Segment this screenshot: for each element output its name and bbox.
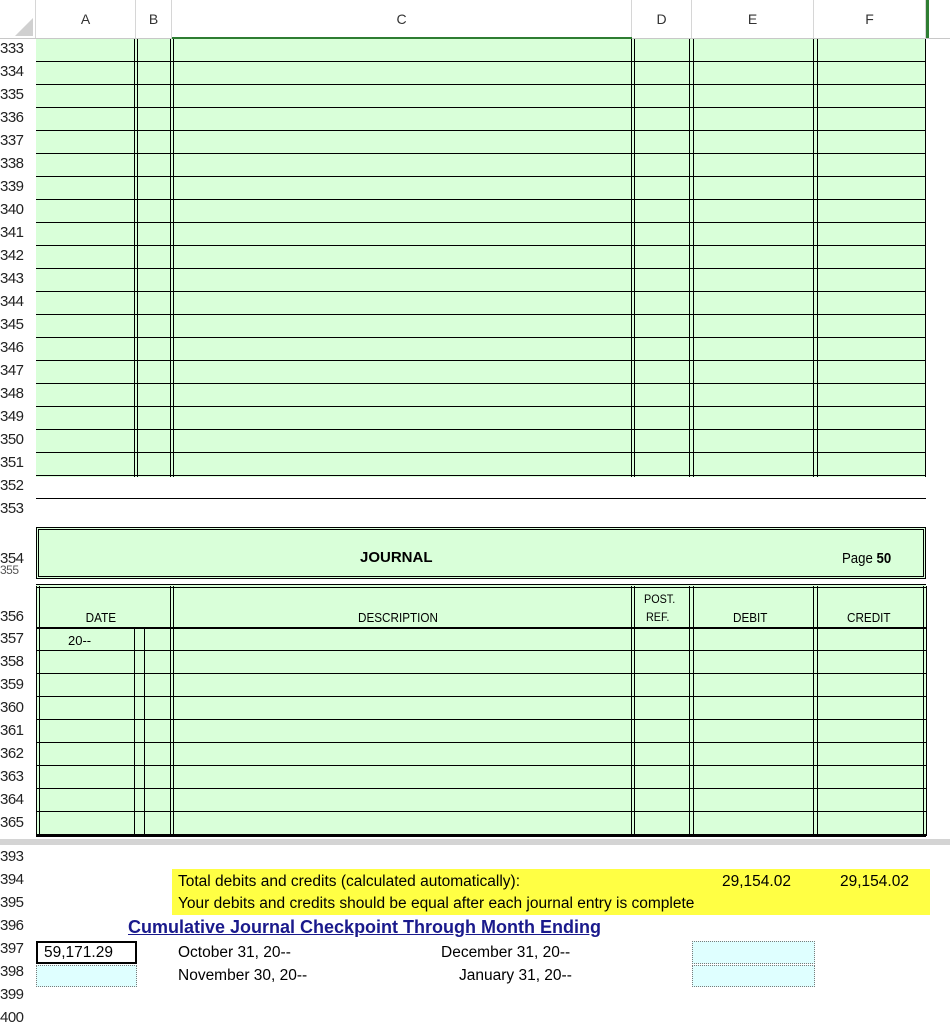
checkpoint-cell-e397[interactable]: [692, 941, 815, 964]
journal-col-line: [689, 586, 690, 836]
checkpoint-value-a: 59,171.29: [44, 944, 113, 961]
journal-col-line: [39, 586, 40, 836]
row-number-348[interactable]: 348: [0, 385, 24, 402]
column-header-f[interactable]: F: [814, 0, 926, 38]
totals-note: Your debits and credits should be equal after each journal entry is complete: [178, 895, 695, 912]
row-number-346[interactable]: 346: [0, 339, 24, 356]
journal-year-cell[interactable]: 20--: [68, 633, 92, 648]
row-number-360[interactable]: 360: [0, 699, 24, 716]
row-number-397[interactable]: 397: [0, 940, 24, 957]
row-number-365[interactable]: 365: [0, 814, 24, 831]
row-number-338[interactable]: 338: [0, 155, 24, 172]
journal-col-line: [144, 628, 145, 836]
upper-row-line: [36, 498, 926, 499]
row-number-400[interactable]: 400: [0, 1009, 24, 1026]
row-number-354[interactable]: 354: [0, 550, 24, 567]
row-number-358[interactable]: 358: [0, 653, 24, 670]
page-label-text: Page: [842, 550, 873, 567]
row-number-362[interactable]: 362: [0, 745, 24, 762]
row-number-353[interactable]: 353: [0, 500, 24, 517]
row-number-334[interactable]: 334: [0, 63, 24, 80]
row-number-398[interactable]: 398: [0, 963, 24, 980]
header-date: DATE: [85, 610, 117, 625]
row-number-355[interactable]: 355: [0, 563, 19, 577]
upper-col-line: [170, 39, 171, 477]
journal-col-line: [817, 586, 818, 836]
row-number-349[interactable]: 349: [0, 408, 24, 425]
row-number-364[interactable]: 364: [0, 791, 24, 808]
header-debit: DEBIT: [733, 610, 768, 625]
row-number-393[interactable]: 393: [0, 848, 24, 865]
upper-col-line: [631, 39, 632, 477]
row-number-363[interactable]: 363: [0, 768, 24, 785]
header-description: DESCRIPTION: [358, 610, 438, 625]
journal-top-line: [36, 584, 926, 585]
row-number-394[interactable]: 394: [0, 871, 24, 888]
row-number-351[interactable]: 351: [0, 454, 24, 471]
column-header-b[interactable]: B: [136, 0, 172, 38]
row-number-335[interactable]: 335: [0, 86, 24, 103]
upper-col-line: [634, 39, 635, 477]
journal-col-line: [634, 586, 635, 836]
checkpoint-month-dec: December 31, 20--: [441, 944, 571, 961]
row-number-357[interactable]: 357: [0, 630, 24, 647]
upper-col-line: [137, 39, 138, 477]
journal-col-line: [926, 586, 927, 836]
header-post: POST.: [644, 592, 676, 606]
journal-title: JOURNAL: [360, 549, 433, 566]
row-number-350[interactable]: 350: [0, 431, 24, 448]
checkpoint-month-jan: January 31, 20--: [459, 967, 572, 984]
row-number-399[interactable]: 399: [0, 986, 24, 1003]
journal-col-line: [813, 586, 814, 836]
row-number-340[interactable]: 340: [0, 201, 24, 218]
column-header-a[interactable]: A: [36, 0, 136, 38]
journal-col-line: [36, 586, 37, 836]
header-credit: CREDIT: [847, 610, 891, 625]
row-number-337[interactable]: 337: [0, 132, 24, 149]
row-number-342[interactable]: 342: [0, 247, 24, 264]
select-all-icon: [15, 18, 33, 36]
journal-col-line: [173, 586, 174, 836]
totals-credit[interactable]: 29,154.02: [840, 873, 909, 890]
journal-col-line-a: [134, 628, 135, 836]
row-number-336[interactable]: 336: [0, 109, 24, 126]
upper-col-line: [173, 39, 174, 477]
row-number-396[interactable]: 396: [0, 917, 24, 934]
row-number-344[interactable]: 344: [0, 293, 24, 310]
row-number-352[interactable]: 352: [0, 477, 24, 494]
journal-col-line: [170, 586, 171, 836]
page-number: 50: [876, 550, 892, 567]
column-header-c[interactable]: C: [172, 0, 632, 38]
row-number-361[interactable]: 361: [0, 722, 24, 739]
upper-col-line: [693, 39, 694, 477]
journal-page-label: [842, 550, 891, 567]
upper-col-line: [925, 39, 926, 477]
journal-col-line: [923, 586, 924, 836]
header-ref: REF.: [646, 610, 670, 624]
upper-col-line: [689, 39, 690, 477]
row-number-333[interactable]: 333: [0, 40, 24, 57]
checkpoint-month-oct: October 31, 20--: [178, 944, 291, 961]
upper-col-line: [134, 39, 135, 477]
totals-debit[interactable]: 29,154.02: [722, 873, 791, 890]
row-number-345[interactable]: 345: [0, 316, 24, 333]
upper-col-line: [813, 39, 814, 477]
column-header-bar: [0, 0, 950, 39]
upper-col-line: [817, 39, 818, 477]
row-number-356[interactable]: 356: [0, 608, 24, 625]
row-number-341[interactable]: 341: [0, 224, 24, 241]
column-header-e[interactable]: E: [692, 0, 814, 38]
row-number-343[interactable]: 343: [0, 270, 24, 287]
checkpoint-month-nov: November 30, 20--: [178, 967, 308, 984]
column-header-d[interactable]: D: [632, 0, 692, 38]
checkpoint-cell-e398[interactable]: [692, 965, 815, 987]
hidden-rows-separator: [0, 839, 950, 845]
row-number-359[interactable]: 359: [0, 676, 24, 693]
journal-col-line: [631, 586, 632, 836]
row-number-347[interactable]: 347: [0, 362, 24, 379]
row-number-339[interactable]: 339: [0, 178, 24, 195]
checkpoint-cell-a398[interactable]: [36, 965, 137, 987]
selection-edge: [926, 0, 929, 38]
select-all-corner[interactable]: [0, 0, 36, 38]
row-number-395[interactable]: 395: [0, 894, 24, 911]
checkpoint-title: Cumulative Journal Checkpoint Through Month Ending: [128, 917, 601, 937]
journal-title-border: [36, 527, 926, 579]
totals-label: Total debits and credits (calculated automatically):: [178, 873, 521, 890]
journal-col-line: [693, 586, 694, 836]
